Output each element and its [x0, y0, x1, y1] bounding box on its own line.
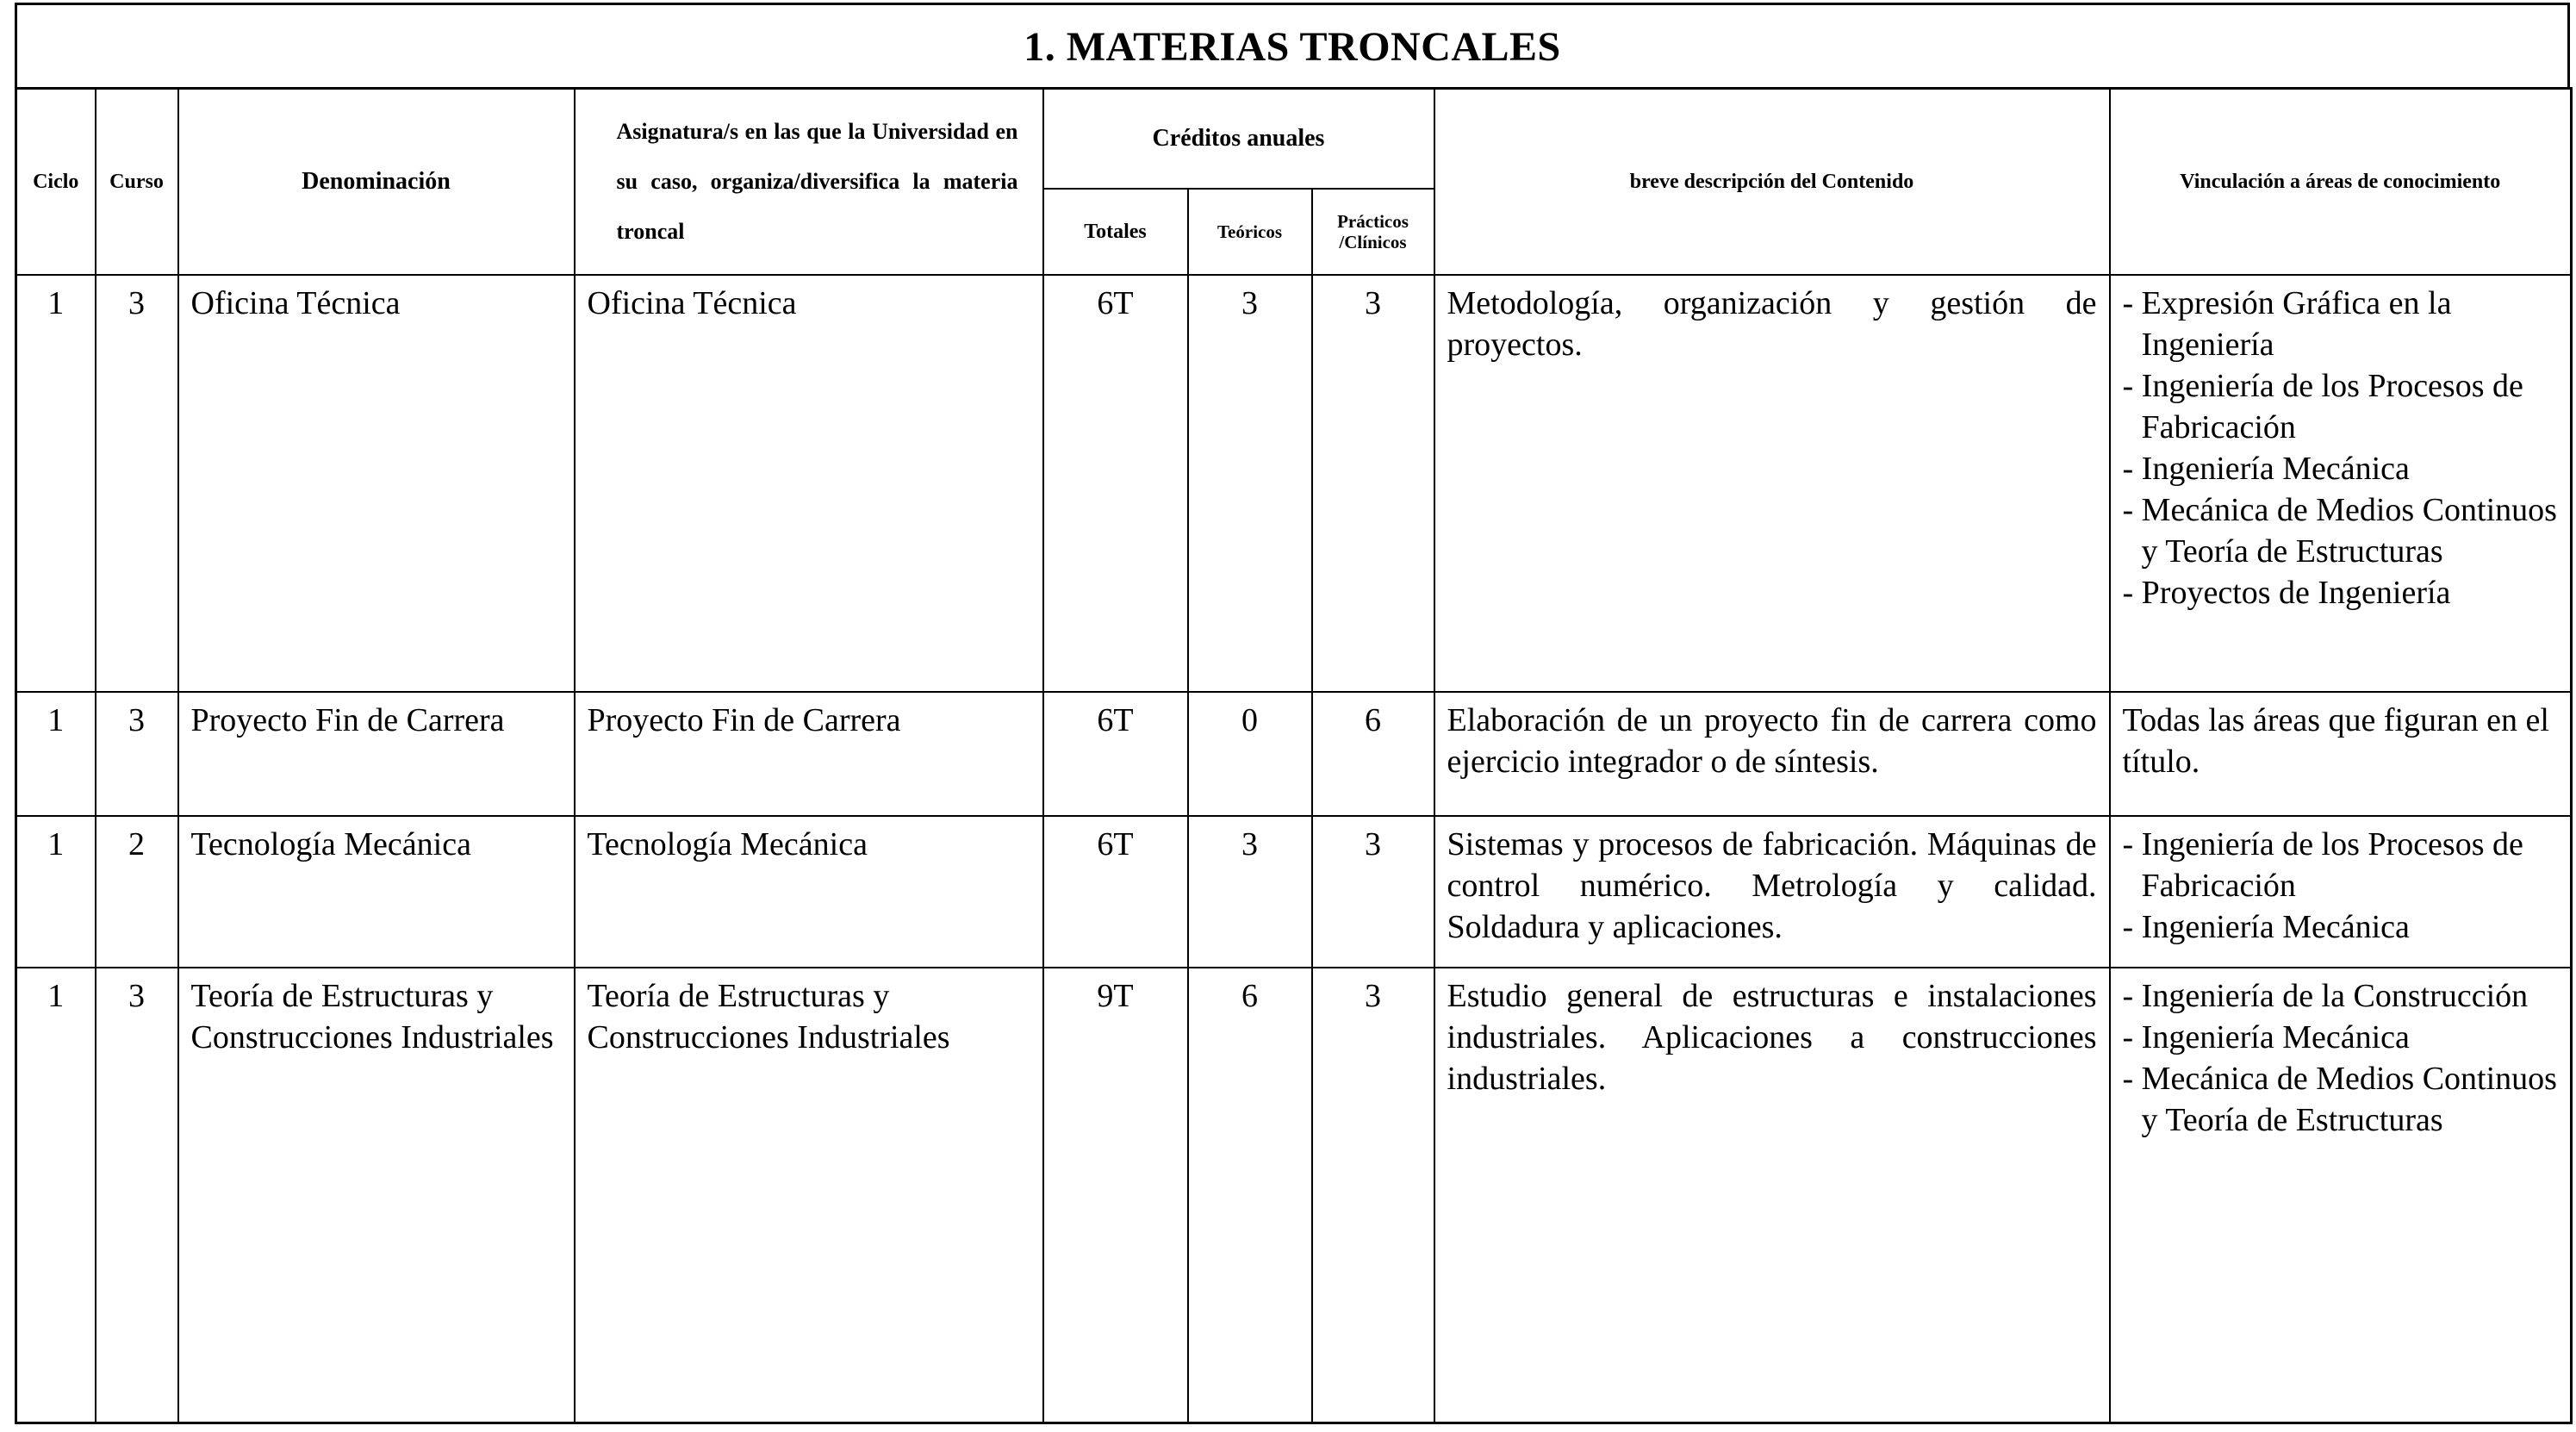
cell-ciclo: 1 — [16, 968, 96, 1423]
header-ciclo: Ciclo — [16, 89, 96, 276]
cell-denominacion: Teoría de Estructuras y Construcciones Industriales — [178, 968, 575, 1423]
header-vinculacion: Vinculación a áreas de conocimiento — [2110, 89, 2572, 276]
cell-descripcion: Sistemas y procesos de fabricación. Máquinas de control numérico. Metrología y calidad. Soldadura y aplicaciones. — [1434, 816, 2110, 968]
cell-vinculacion — [2110, 275, 2572, 692]
cell-totales: 6T — [1043, 816, 1188, 968]
cell-teoricos: 3 — [1188, 816, 1312, 968]
cell-ciclo: 1 — [16, 692, 96, 816]
cell-vinculacion — [2110, 692, 2572, 816]
areas-list — [2111, 968, 2571, 1141]
cell-descripcion: Elaboración de un proyecto fin de carrera como ejercicio integrador o de síntesis. — [1434, 692, 2110, 816]
cell-totales: 6T — [1043, 275, 1188, 692]
cell-ciclo: 1 — [16, 816, 96, 968]
table-row — [16, 968, 2572, 1423]
list-item: - Mecánica de Medios Continuos y Teoría de Estructuras — [2123, 1058, 2566, 1141]
cell-asignatura: Proyecto Fin de Carrera — [575, 692, 1043, 816]
cell-totales: 6T — [1043, 692, 1188, 816]
list-item: - Proyectos de Ingeniería — [2123, 572, 2566, 613]
title-box — [15, 3, 2570, 89]
cell-vinculacion — [2110, 816, 2572, 968]
cell-teoricos: 0 — [1188, 692, 1312, 816]
cell-descripcion: Metodología, organización y gestión de proyectos. — [1434, 275, 2110, 692]
cell-teoricos: 6 — [1188, 968, 1312, 1423]
cell-descripcion: Estudio general de estructuras e instalaciones industriales. Aplicaciones a construcciones industriales. — [1434, 968, 2110, 1423]
cell-practicos: 3 — [1312, 816, 1434, 968]
list-item: - Ingeniería Mecánica — [2123, 906, 2566, 948]
cell-asignatura: Teoría de Estructuras y Construcciones Industriales — [575, 968, 1043, 1423]
page-title: 1. MATERIAS TRONCALES — [1024, 24, 1561, 70]
cell-denominacion: Oficina Técnica — [178, 275, 575, 692]
header-practicos: Prácticos /Clínicos — [1312, 189, 1434, 275]
list-item: - Ingeniería de la Construcción — [2123, 975, 2566, 1017]
list-item: - Expresión Gráfica en la Ingeniería — [2123, 283, 2566, 365]
cell-denominacion: Tecnología Mecánica — [178, 816, 575, 968]
cell-totales: 9T — [1043, 968, 1188, 1423]
cell-curso: 3 — [96, 692, 178, 816]
cell-practicos: 3 — [1312, 275, 1434, 692]
list-item: - Ingeniería Mecánica — [2123, 448, 2566, 489]
cell-vinculacion — [2110, 968, 2572, 1423]
cell-asignatura: Oficina Técnica — [575, 275, 1043, 692]
list-item: - Ingeniería de los Procesos de Fabricación — [2123, 824, 2566, 906]
cell-practicos: 6 — [1312, 692, 1434, 816]
cell-ciclo: 1 — [16, 275, 96, 692]
cell-curso: 3 — [96, 275, 178, 692]
header-descripcion: breve descripción del Contenido — [1434, 89, 2110, 276]
cell-teoricos: 3 — [1188, 275, 1312, 692]
header-row — [16, 89, 2572, 190]
areas-list — [2111, 817, 2571, 948]
header-curso: Curso — [96, 89, 178, 276]
header-asignaturas: Asignatura/s en las que la Universidad en su caso, organiza/diversifica la materia troncal — [575, 89, 1043, 276]
materias-table — [15, 87, 2573, 1424]
header-creditos: Créditos anuales — [1043, 89, 1434, 190]
cell-practicos: 3 — [1312, 968, 1434, 1423]
table-row — [16, 816, 2572, 968]
cell-curso: 3 — [96, 968, 178, 1423]
list-item: - Ingeniería de los Procesos de Fabricación — [2123, 365, 2566, 448]
cell-asignatura: Tecnología Mecánica — [575, 816, 1043, 968]
table-row — [16, 275, 2572, 692]
header-totales: Totales — [1043, 189, 1188, 275]
header-denominacion: Denominación — [178, 89, 575, 276]
cell-denominacion: Proyecto Fin de Carrera — [178, 692, 575, 816]
areas-text: Todas las áreas que figuran en el título. — [2122, 702, 2549, 780]
header-teoricos: Teóricos — [1188, 189, 1312, 275]
areas-list — [2111, 276, 2571, 613]
table-row — [16, 692, 2572, 816]
list-item: - Mecánica de Medios Continuos y Teoría de Estructuras — [2123, 489, 2566, 572]
list-item: - Ingeniería Mecánica — [2123, 1017, 2566, 1058]
cell-curso: 2 — [96, 816, 178, 968]
